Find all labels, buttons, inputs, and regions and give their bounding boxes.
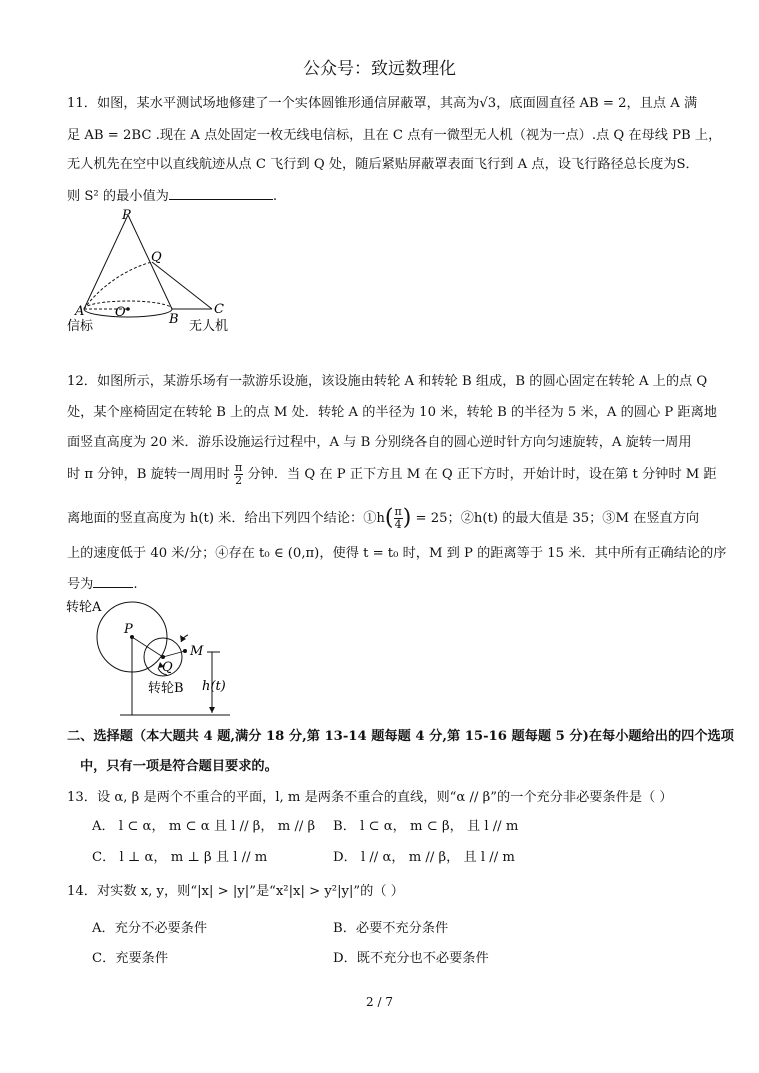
q14-stem: 14．对实数 x, y，则“|x| > |y|”是“x²|x| > y²|y|”的（ ） [67,884,404,899]
label-height: h(t) [202,679,226,694]
label-m: M [190,644,204,659]
surface-path-aq [84,262,152,309]
q13-option-a[interactable]: A． l ⊂ α， m ⊂ α 且 l // β， m // β [92,819,316,834]
cone-edge-pb [128,215,172,309]
q11-line-2: 足 AB = 2BC .现在 A 点处固定一枚无线电信标，且在 C 点有一微型无人机（视为一点）.点 Q 在母线 PB 上， [67,128,722,143]
label-p: P [122,208,131,223]
label-wheel-b: 转轮B [148,681,184,696]
label-drone: 无人机 [189,319,229,334]
q12-prompt: 号为 [67,577,94,592]
center-point-o [126,307,130,311]
q13-stem: 13．设 α, β 是两个不重合的平面，l, m 是两条不重合的直线，则“α // β”的一个充分非必要条件是（ ） [67,790,673,805]
section-2-line-2: 中，只有一项是符合题目要求的。 [80,759,278,774]
label-o: O [115,305,126,320]
q13-option-d[interactable]: D． l // α， m // β， 且 l // m [333,850,515,865]
q12-line-5-end: = 25；②h(t) 的最大值是 35；③M 在竖直方向 [415,511,700,526]
q14-option-a[interactable]: A．充分不必要条件 [92,921,208,936]
q12-line-3: 面竖直高度为 20 米．游乐设施运行过程中，A 与 B 分别绕各自的圆心逆时针方向匀速旋转，A 旋转一周用 [67,435,692,450]
label-c: C [214,302,224,317]
q12-line-7 [67,575,138,594]
point-q [161,655,165,659]
q11-line-4 [67,187,277,206]
label-wheel-a: 转轮A [66,600,102,615]
q12-line-4-start: 时 π 分钟，B 旋转一周用时 [67,467,230,482]
section-2-line-1: 二、选择题（本大题共 4 题,满分 18 分,第 13-14 题每题 4 分,第 15-16 题每题 5 分)在每小题给出的四个选项 [67,729,734,744]
q13-option-b[interactable]: B． l ⊂ α， m ⊂ β， 且 l // m [333,819,519,834]
label-p: P [124,622,133,637]
page-header-title: 公众号：致远数理化 [303,59,456,79]
point-m [183,649,187,653]
fraction-pi-over-4: $\frac{\pi}{4}$ [394,505,402,531]
q11-period: . [272,189,278,204]
q11-answer-blank[interactable] [169,187,273,200]
cone-figure [60,206,240,336]
q11-line-3: 无人机先在空中以直线航迹从点 C 飞行到 Q 处，随后紧贴屏蔽罩表面飞行到 A 点，设飞行路径总长度为S． [67,157,699,172]
q12-line-1: 12．如图所示，某游乐场有一款游乐设施，该设施由转轮 A 和转轮 B 组成，B 的圆心固定在转轮 A 上的点 Q [67,374,708,389]
q12-line-5: 离地面的竖直高度为 h(t) 米．给出下列四个结论：①h( $\frac{\pi}{4}$ ) = 25；②h(t) 的最大值是 35；③M 在竖直方向 [67,505,700,531]
q12-line-5-start: 离地面的竖直高度为 h(t) 米．给出下列四个结论：①h [67,511,385,526]
q13-option-c[interactable]: C． l ⊥ α， m ⊥ β 且 l // m [92,850,268,865]
q12-line-2: 处，某个座椅固定在转轮 B 上的点 M 处．转轮 A 的半径为 10 米，转轮 B 的半径为 5 米，A 的圆心 P 距离地 [67,405,717,420]
q12-answer-blank[interactable] [93,575,133,588]
fraction-pi-over-2: $\frac{\pi}{2}$ [235,461,243,487]
q14-option-c[interactable]: C．充要条件 [92,951,169,966]
q12-line-6: 上的速度低于 40 米/分；④存在 t₀ ∈ (0,π)，使得 t = t₀ 时，M 到 P 的距离等于 15 米．其中所有正确结论的序 [67,546,727,561]
label-q: Q [162,660,173,675]
label-beacon: 信标 [67,319,94,334]
q11-prompt: 则 S² 的最小值为 [67,189,169,204]
cone-edge-pa [84,215,128,309]
q14-option-b[interactable]: B．必要不充分条件 [333,921,449,936]
label-b: B [169,312,179,327]
q12-period: . [133,577,138,592]
ferris-wheel-figure [60,595,260,723]
label-a: A [75,304,85,319]
label-q: Q [151,250,162,265]
page-number: 2 / 7 [366,995,393,1009]
height-arrow-head [209,707,215,713]
q12-line-4-end: 分钟．当 Q 在 P 正下方且 M 在 Q 正下方时，开始计时，设在第 t 分钟时 M 距 [247,467,717,482]
q14-option-d[interactable]: D．既不充分也不必要条件 [333,951,489,966]
q11-line-1: 11．如图，某水平测试场地修建了一个实体圆锥形通信屏蔽罩，其高为√3，底面圆直径 AB = 2，且点 A 满 [67,96,698,111]
radius-pq [132,637,163,657]
q12-line-4 [67,462,717,487]
